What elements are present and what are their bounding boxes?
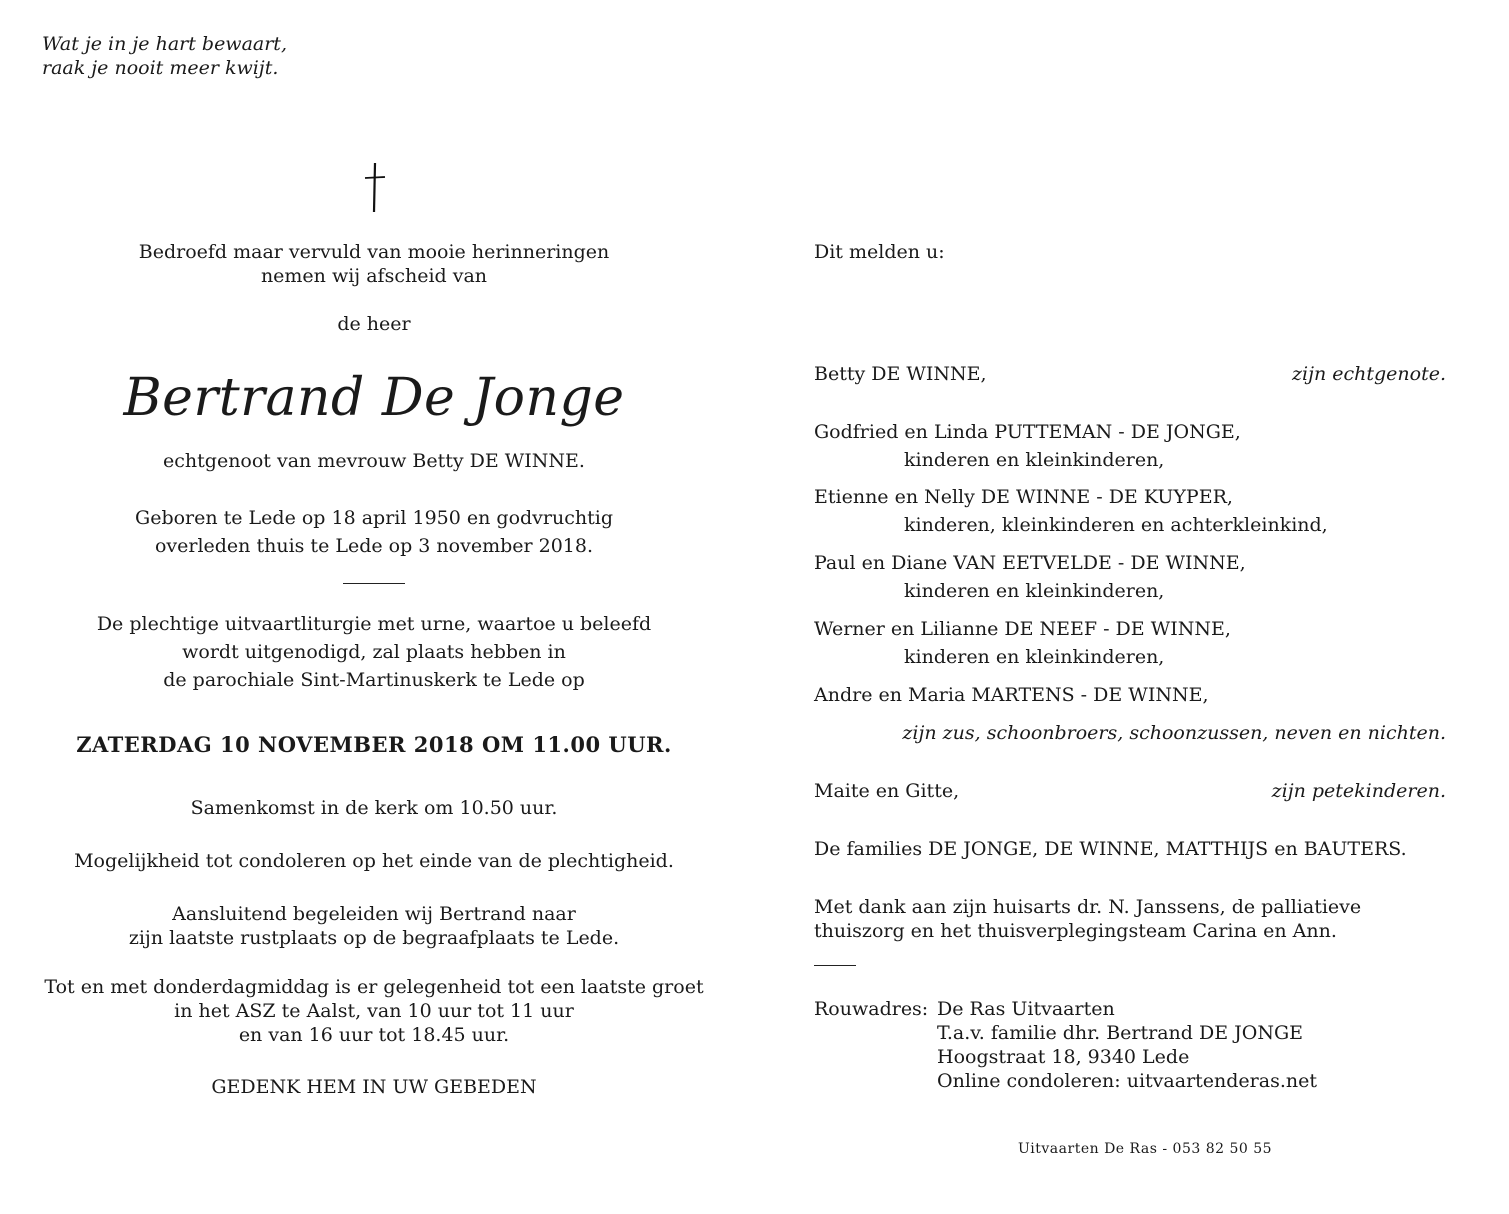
footer: Uitvaarten De Ras - 053 82 50 55 xyxy=(1018,1141,1273,1157)
spouse-role: zijn echtgenote. xyxy=(1291,363,1446,385)
address-label: Rouwadres: xyxy=(814,998,929,1020)
liturgy-line-1: De plechtige uitvaartliturgie met urne, waartoe u beleefd xyxy=(96,613,652,635)
siblings-role-text: zijn zus, schoonbroers, schoonzussen, neven en nichten. xyxy=(902,722,1446,744)
birth-line: Geboren te Lede op 18 april 1950 en godvruchtig xyxy=(135,507,613,529)
salutation: de heer xyxy=(337,313,411,335)
birth-death xyxy=(40,504,708,560)
burial-note xyxy=(40,902,708,950)
motto-line-1: Wat je in je hart bewaart, xyxy=(42,33,287,55)
last-greeting xyxy=(40,975,708,1047)
family-relation: kinderen en kleinkinderen, xyxy=(904,580,1165,602)
motto-line-2: raak je nooit meer kwijt. xyxy=(42,57,279,79)
family-names: Godfried en Linda PUTTEMAN - DE JONGE, xyxy=(814,421,1241,443)
death-line: overleden thuis te Lede op 3 november 2018. xyxy=(154,535,594,557)
burial-line-2: zijn laatste rustplaats op de begraafplaats te Lede. xyxy=(128,927,620,949)
meeting-time: Samenkomst in de kerk om 10.50 uur. xyxy=(190,797,558,819)
family-relation: kinderen en kleinkinderen, xyxy=(904,646,1165,668)
address-line-1: De Ras Uitvaarten xyxy=(937,998,1115,1020)
intro xyxy=(40,240,708,288)
godchildren-row xyxy=(814,779,1446,803)
intro-line-1: Bedroefd maar vervuld van mooie herinneringen xyxy=(138,241,610,263)
mourning-address xyxy=(937,997,1317,1093)
thanks-line-2: thuiszorg en het thuisverplegingsteam Carina en Ann. xyxy=(814,920,1337,942)
divider xyxy=(343,583,405,584)
liturgy-line-2: wordt uitgenodigd, zal plaats hebben in xyxy=(182,641,566,663)
condolence-note: Mogelijkheid tot condoleren op het einde van de plechtigheid. xyxy=(74,850,674,872)
godchildren-names: Maite en Gitte, xyxy=(814,780,960,802)
family-names: Etienne en Nelly DE WINNE - DE KUYPER, xyxy=(814,486,1233,508)
burial-line-1: Aansluitend begeleiden wij Bertrand naar xyxy=(172,903,576,925)
family-4 xyxy=(814,615,1231,671)
cross-icon xyxy=(360,160,390,214)
greeting-line-2: in het ASZ te Aalst, van 10 uur tot 11 uur xyxy=(174,1000,574,1022)
greeting-line-1: Tot en met donderdagmiddag is er gelegenheid tot een laatste groet xyxy=(44,976,704,998)
address-line-3: Hoogstraat 18, 9340 Lede xyxy=(937,1046,1190,1068)
spouse-row xyxy=(814,362,1446,386)
funeral-date: ZATERDAG 10 NOVEMBER 2018 OM 11.00 UUR. xyxy=(76,732,672,757)
family-relation: kinderen, kleinkinderen en achterkleinkind, xyxy=(904,514,1328,536)
spouse-name: Betty DE WINNE, xyxy=(814,363,987,385)
address-line-2: T.a.v. familie dhr. Bertrand DE JONGE xyxy=(937,1022,1303,1044)
family-names-line: De families DE JONGE, DE WINNE, MATTHIJS en BAUTERS. xyxy=(814,838,1407,860)
family-1 xyxy=(814,418,1241,474)
address-line-4: Online condoleren: uitvaartenderas.net xyxy=(937,1070,1317,1092)
announce: Dit melden u: xyxy=(814,241,945,263)
family-names: Paul en Diane VAN EETVELDE - DE WINNE, xyxy=(814,552,1246,574)
motto xyxy=(42,32,287,80)
intro-line-2: nemen wij afscheid van xyxy=(260,265,488,287)
thanks-line-1: Met dank aan zijn huisarts dr. N. Janssens, de palliatieve xyxy=(814,896,1362,918)
family-2 xyxy=(814,483,1328,539)
deceased-name: Bertrand De Jonge xyxy=(123,368,625,428)
divider-right xyxy=(814,965,856,966)
liturgy xyxy=(40,610,708,694)
family-names: Werner en Lilianne DE NEEF - DE WINNE, xyxy=(814,618,1231,640)
remember-prayer: GEDENK HEM IN UW GEBEDEN xyxy=(211,1076,537,1098)
greeting-line-3: en van 16 uur tot 18.45 uur. xyxy=(238,1024,510,1046)
thanks xyxy=(814,895,1361,943)
family-names: Andre en Maria MARTENS - DE WINNE, xyxy=(814,684,1209,706)
spouse-line: echtgenoot van mevrouw Betty DE WINNE. xyxy=(163,450,585,472)
family-3 xyxy=(814,549,1246,605)
godchildren-role: zijn petekinderen. xyxy=(1271,780,1446,802)
family-5 xyxy=(814,681,1208,709)
liturgy-line-3: de parochiale Sint-Martinuskerk te Lede op xyxy=(163,669,585,691)
family-relation: kinderen en kleinkinderen, xyxy=(904,449,1165,471)
siblings-role xyxy=(814,721,1446,745)
